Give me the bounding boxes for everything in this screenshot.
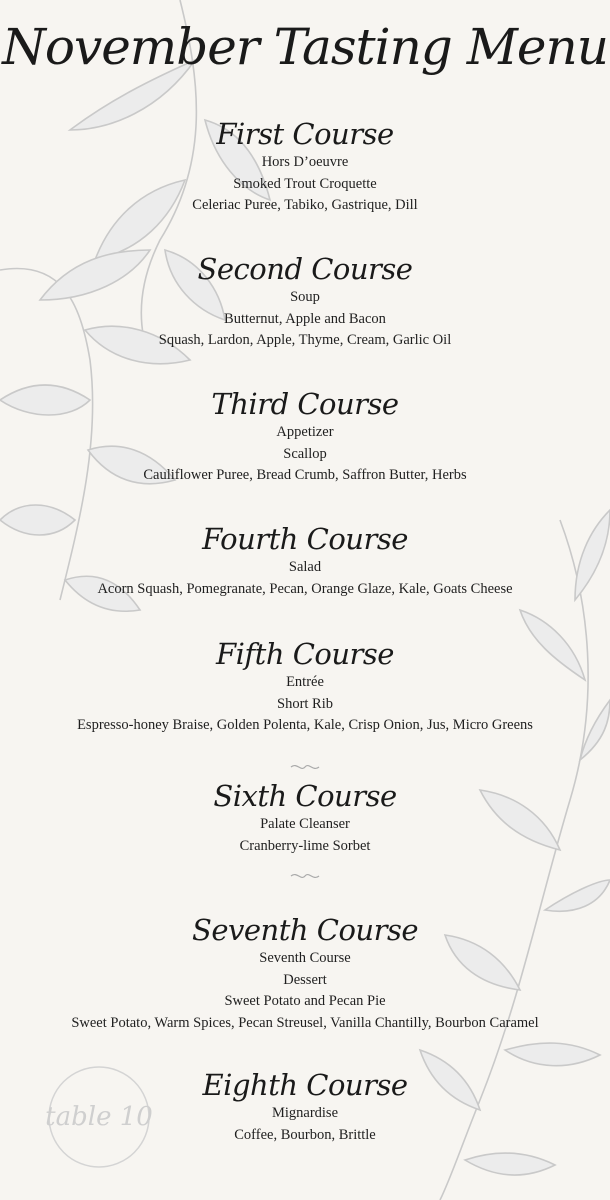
course-title: Eighth Course — [202, 1068, 408, 1102]
course-line: Squash, Lardon, Apple, Thyme, Cream, Garlic Oil — [158, 332, 452, 348]
course-title: Seventh Course — [191, 913, 419, 947]
course-line: Salad — [288, 559, 322, 575]
course-8 — [0, 1067, 610, 1146]
course-6 — [0, 778, 610, 857]
course-line: Smoked Trout Croquette — [233, 175, 377, 192]
course-line: Mignardise — [271, 1105, 339, 1121]
course-3 — [0, 386, 610, 487]
course-line: Dessert — [283, 971, 327, 988]
course-line: Sweet Potato, Warm Spices, Pecan Streusel, Vanilla Chantilly, Bourbon Caramel — [71, 1014, 539, 1031]
course-5 — [0, 636, 610, 737]
course-title: Fifth Course — [216, 637, 394, 671]
course-line: Cranberry-lime Sorbet — [239, 837, 371, 854]
course-line: Scallop — [283, 445, 327, 462]
course-line: Cauliflower Puree, Bread Crumb, Saffron Butter, Herbs — [143, 467, 467, 483]
course-1 — [0, 116, 610, 217]
course-line: Entrée — [286, 674, 324, 690]
course-line: Palate Cleanser — [260, 816, 350, 832]
course-line: Soup — [290, 289, 320, 305]
course-line: Espresso-honey Braise, Golden Polenta, Kale, Crisp Onion, Jus, Micro Greens — [77, 717, 533, 733]
divider-flourish-icon — [289, 870, 321, 882]
course-line: Sweet Potato and Pecan Pie — [224, 993, 386, 1009]
course-title: Fourth Course — [202, 522, 408, 556]
course-title: First Course — [216, 117, 394, 151]
course-line: Acorn Squash, Pomegranate, Pecan, Orange Glaze, Kale, Goats Cheese — [97, 580, 513, 597]
course-line: Hors D’oeuvre — [261, 154, 349, 170]
divider-flourish-icon — [289, 761, 321, 773]
course-line: Celeriac Puree, Tabiko, Gastrique, Dill — [192, 197, 418, 213]
course-line: Butternut, Apple and Bacon — [224, 310, 386, 327]
course-title: Sixth Course — [213, 779, 397, 813]
course-title: Second Course — [197, 252, 413, 286]
course-title: Third Course — [211, 387, 399, 421]
course-line: Coffee, Bourbon, Brittle — [234, 1126, 376, 1143]
page-title: November Tasting Menu — [2, 18, 608, 76]
course-2 — [0, 251, 610, 352]
course-line: Seventh Course — [259, 950, 351, 966]
course-4 — [0, 521, 610, 600]
course-line: Short Rib — [277, 695, 333, 712]
course-line: Appetizer — [276, 424, 334, 440]
svg-text:table 10: table 10 — [45, 1102, 153, 1132]
course-7 — [0, 912, 610, 1034]
